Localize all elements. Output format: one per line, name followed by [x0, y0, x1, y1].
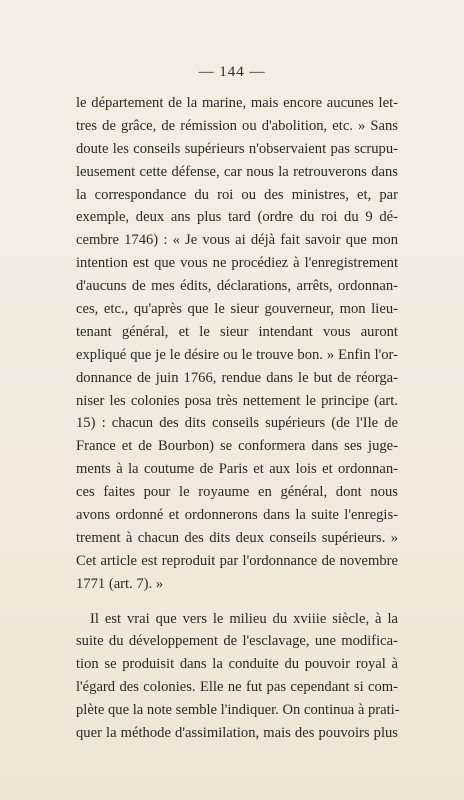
text-line: ces, etc., qu'après que le sieur gouverneur, mon lieu-	[76, 301, 398, 318]
text-line: leusement cette défense, car nous la retrouverons dans	[76, 163, 398, 180]
text-line: avons ordonné et ordonnerons dans la suite l'enregis-	[76, 507, 398, 524]
text-line: le département de la marine, mais encore aucunes let-	[76, 95, 398, 111]
text-line: ces faites pour le royaume en général, dont nous	[76, 484, 398, 501]
text-line: niser les colonies posa très nettement le principe (art.	[76, 392, 398, 409]
body-text	[76, 92, 398, 745]
text-line: tres de grâce, de rémission ou d'abolition, etc. » Sans	[76, 117, 398, 134]
text-line: l'égard des colonies. Elle ne fut pas cependant si com-	[76, 679, 398, 696]
text-line: Il est vrai que vers le milieu du xviiie siècle, à la	[90, 610, 398, 627]
text-line: quer la méthode d'assimilation, mais des pouvoirs plus	[76, 725, 398, 742]
text-line: cembre 1746) : « Je vous ai déjà fait savoir que mon	[76, 232, 398, 249]
text-line: 1771 (art. 7). »	[76, 575, 164, 592]
text-line: Cet article est reproduit par l'ordonnance de novembre	[76, 552, 398, 569]
page-number: — 144 —	[198, 64, 266, 80]
text-line: d'aucuns de mes édits, déclarations, arrêts, ordonnan-	[76, 278, 398, 295]
text-line: France et de Bourbon) se conformera dans ses juge-	[76, 438, 398, 455]
text-line: exemple, deux ans plus tard (ordre du roi du 9 dé-	[76, 209, 398, 226]
text-line: ments à la coutume de Paris et aux lois et ordonnan-	[76, 461, 398, 478]
text-line: intention est que vous ne procédiez à l'enregistrement	[76, 255, 398, 272]
text-line: 15) : chacun des dits conseils supérieurs (de l'Ile de	[76, 415, 398, 432]
text-line: plète que la note semble l'indiquer. On continua à prati-	[76, 702, 400, 719]
text-line: suite du développement de l'esclavage, une modifica-	[76, 633, 398, 650]
text-line: tion se produisit dans la conduite du pouvoir royal à	[76, 656, 398, 673]
text-line: donnance de juin 1766, rendue dans le but de réorga-	[76, 369, 398, 386]
text-line: la correspondance du roi ou des ministres, et, par	[76, 186, 398, 203]
text-line: tenant général, et le sieur intendant vous auront	[76, 323, 398, 340]
text-line: trement à chacun des dits deux conseils supérieurs. »	[76, 529, 398, 546]
text-line: expliqué que je le désire ou le trouve bon. » Enfin l'or-	[76, 346, 398, 363]
text-line: doute les conseils supérieurs n'observaient pas scrupu-	[76, 140, 398, 157]
